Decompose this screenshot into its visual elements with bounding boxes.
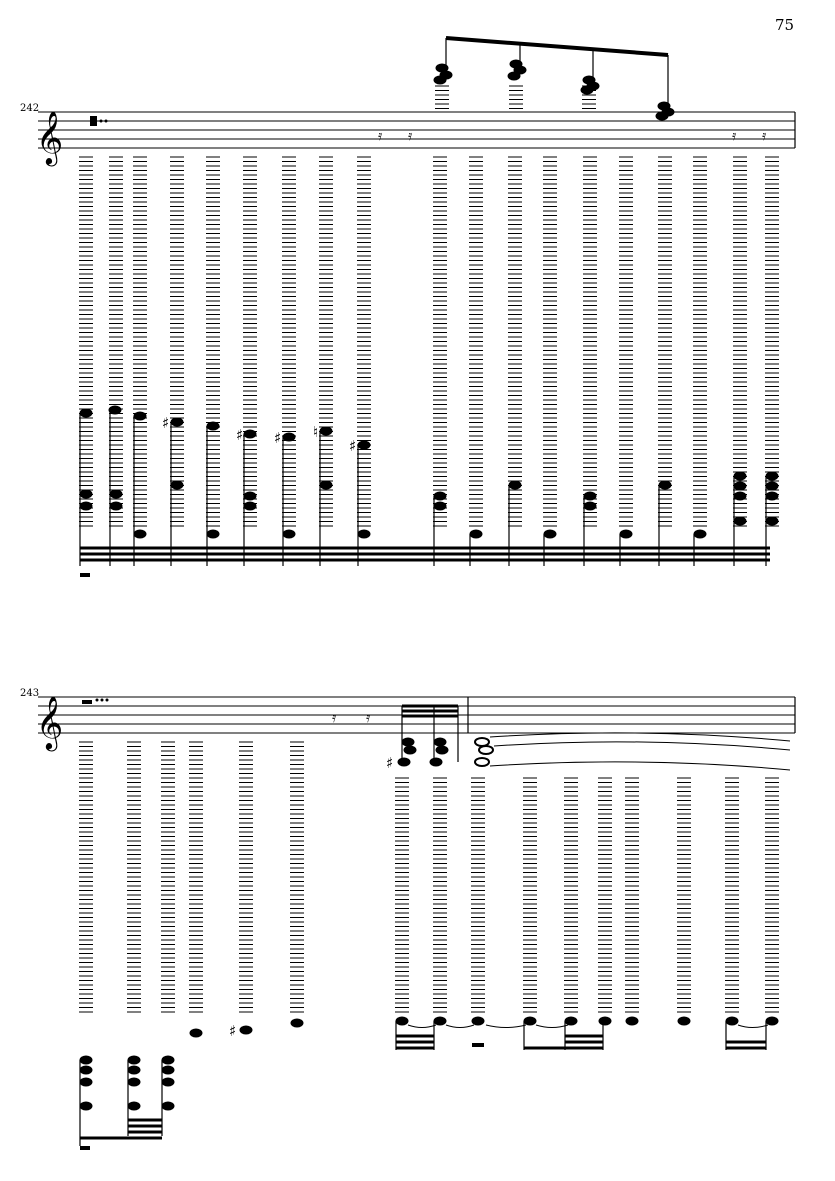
system-243 [36,695,795,1150]
svg-text:𝄿: 𝄿 [378,128,383,144]
stems-beams [80,1021,766,1150]
svg-text:♯: ♯ [274,429,282,447]
rest-group [82,699,371,727]
svg-text:♯: ♯ [162,414,170,432]
svg-text:𝄿: 𝄿 [408,128,413,144]
svg-text:𝄿: 𝄿 [332,710,337,726]
page-number: 75 [775,16,795,34]
lower-notes [80,406,778,538]
upper-chords [434,38,674,120]
svg-text:♯: ♯ [229,1022,237,1040]
svg-text:𝄿: 𝄿 [732,128,737,144]
measure-number-242: 242 [20,103,40,114]
svg-text:♯: ♯ [386,754,394,772]
ledger-columns [79,742,779,1012]
measure-number-243: 243 [20,688,40,699]
system-242 [36,38,795,577]
ties [408,733,790,1028]
svg-text:♯: ♯ [236,426,244,444]
stems-beam [80,410,770,577]
svg-text:𝄿: 𝄿 [762,128,767,144]
svg-text:♮: ♮ [313,423,319,441]
treble-clef-icon: 𝄞 [36,695,64,749]
chord-cluster [386,706,493,772]
treble-clef-icon: 𝄞 [36,110,64,164]
svg-text:♯: ♯ [349,437,357,455]
ledger-columns [79,86,779,526]
lower-notes [80,1017,778,1110]
svg-text:𝄿: 𝄿 [366,710,371,726]
staff-lines [38,112,795,148]
